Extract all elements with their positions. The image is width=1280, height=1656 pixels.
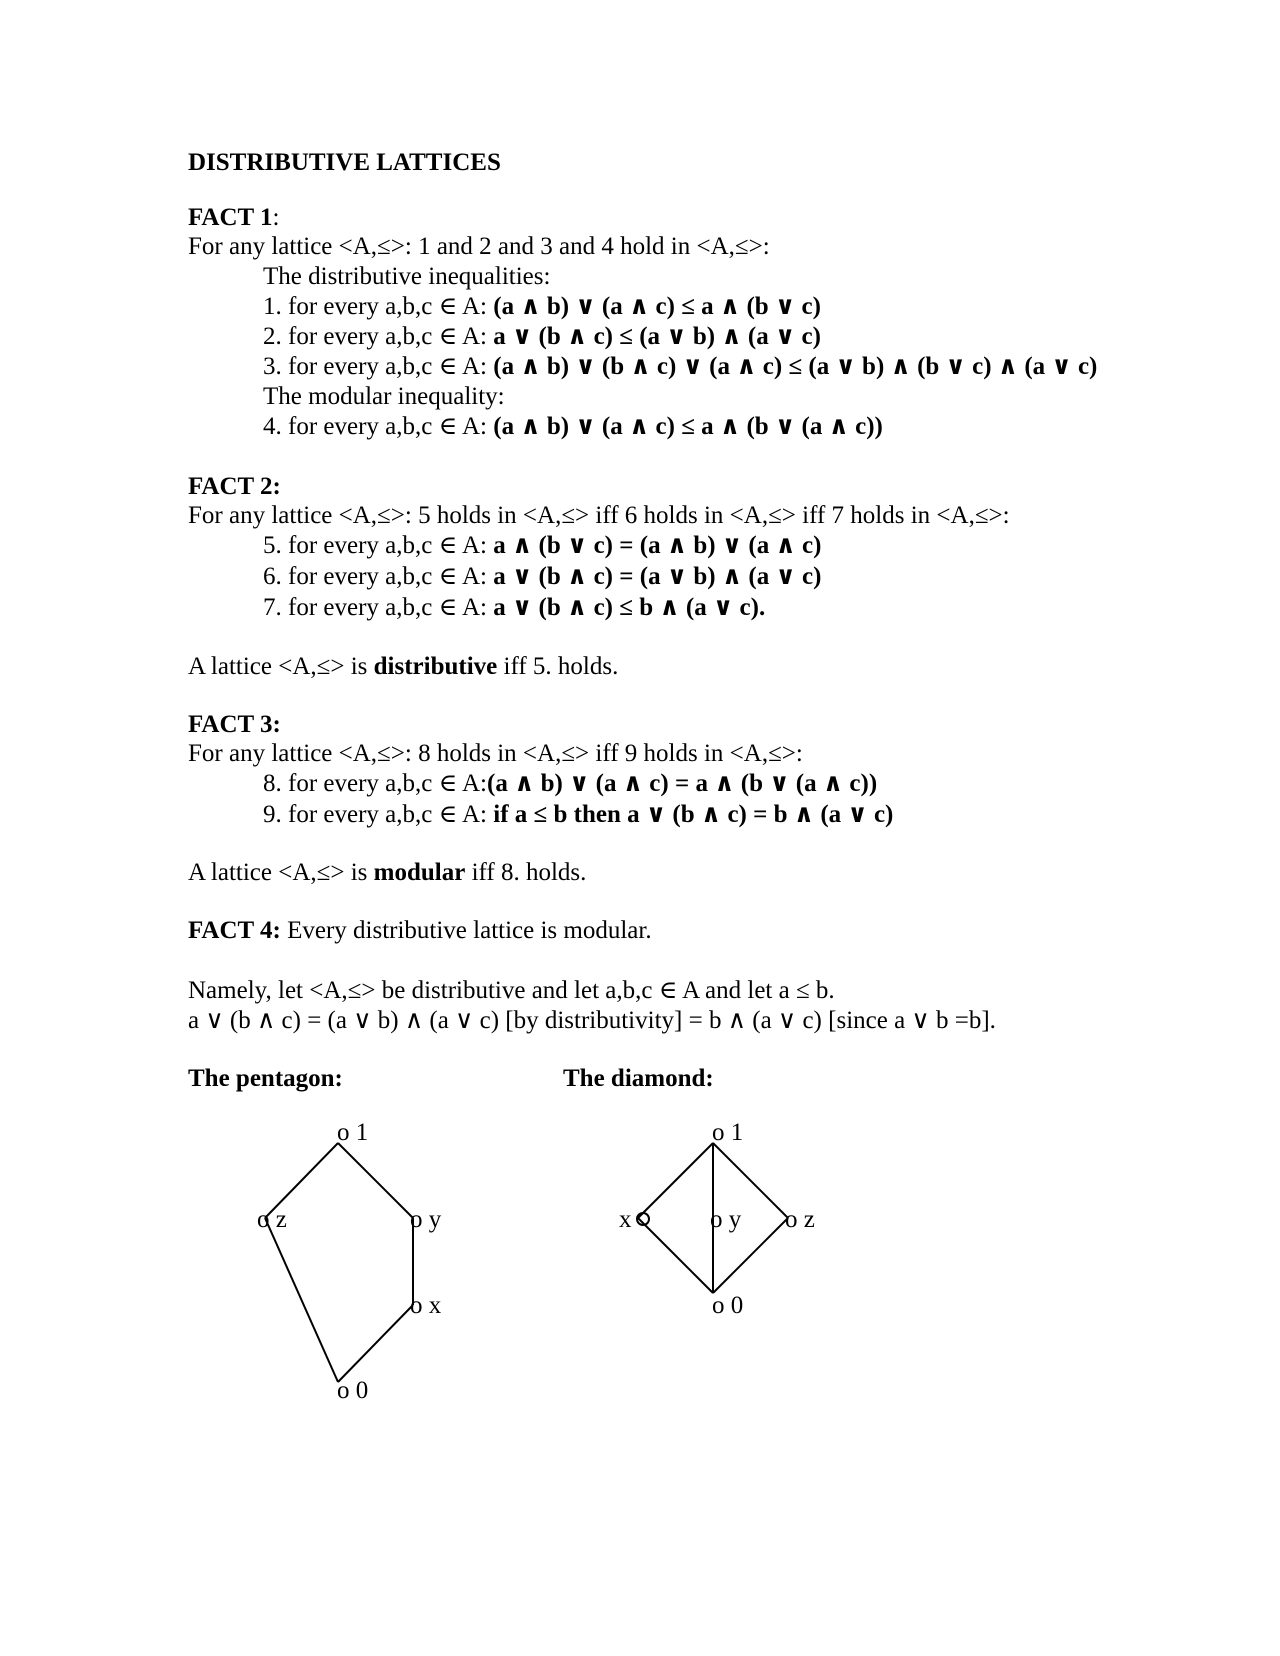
- diamond-label-0: o 0: [712, 1292, 744, 1319]
- def-text: A lattice <A,≤> is: [188, 653, 374, 680]
- diamond-label-y: o y: [710, 1206, 742, 1233]
- item-formula: (a ∧ b) ∨ (a ∧ c) = a ∧ (b ∨ (a ∧ c)): [487, 770, 878, 797]
- def-term: distributive: [373, 653, 498, 680]
- proof-line-2: a ∨ (b ∧ c) = (a ∨ b) ∧ (a ∨ c) [by distributivity] = b ∧ (a ∨ c) [since a ∨ b =b].: [188, 1007, 996, 1034]
- def-text: iff 8. holds.: [465, 859, 587, 886]
- item-formula: a ∨ (b ∧ c) ≤ b ∧ (a ∨ c).: [493, 594, 766, 621]
- fact2-intro: For any lattice <A,≤>: 5 holds in <A,≤> iff 6 holds in <A,≤> iff 7 holds in <A,≤>:: [188, 502, 1010, 529]
- def-text: A lattice <A,≤> is: [188, 859, 374, 886]
- diamond-label-1: o 1: [712, 1119, 744, 1146]
- item-prefix: 3. for every a,b,c ∈ A:: [263, 353, 494, 380]
- item-prefix: 8. for every a,b,c ∈ A:: [263, 770, 487, 797]
- pentagon-label-x: o x: [410, 1292, 442, 1319]
- item-formula: (a ∧ b) ∨ (a ∧ c) ≤ a ∧ (b ∨ (a ∧ c)): [493, 413, 883, 440]
- item-formula: a ∨ (b ∧ c) ≤ (a ∨ b) ∧ (a ∨ c): [493, 323, 821, 350]
- item-formula: a ∧ (b ∨ c) = (a ∧ b) ∨ (a ∧ c): [493, 532, 822, 559]
- page-title: DISTRIBUTIVE LATTICES: [188, 149, 501, 176]
- pentagon-diagram: [265, 1143, 413, 1382]
- pentagon-title: The pentagon:: [188, 1065, 343, 1092]
- item-formula: a ∨ (b ∧ c) = (a ∨ b) ∧ (a ∨ c): [493, 563, 822, 590]
- item-prefix: 7. for every a,b,c ∈ A:: [263, 594, 494, 621]
- fact1-mod-heading: The modular inequality:: [263, 383, 505, 410]
- diamond-edge-1-x: [638, 1143, 713, 1218]
- fact4-text: Every distributive lattice is modular.: [280, 917, 652, 944]
- diamond-edge-x-0: [638, 1218, 713, 1293]
- fact1-intro: For any lattice <A,≤>: 1 and 2 and 3 and 4 hold in <A,≤>:: [188, 233, 770, 260]
- item-prefix: 1. for every a,b,c ∈ A:: [263, 293, 494, 320]
- item-prefix: 2. for every a,b,c ∈ A:: [263, 323, 494, 350]
- fact4-heading: FACT 4:: [188, 917, 281, 944]
- pentagon-edge-z-0: [265, 1218, 338, 1382]
- fact3-heading: FACT 3:: [188, 711, 281, 738]
- def-text: iff 5. holds.: [497, 653, 619, 680]
- pentagon-label-z: [257, 1206, 287, 1233]
- fact2-heading: FACT 2:: [188, 473, 281, 500]
- proof-line-1: Namely, let <A,≤> be distributive and let a,b,c ∈ A and let a ≤ b.: [188, 977, 835, 1004]
- pentagon-node-z-label: z: [275, 1206, 287, 1233]
- item-formula: if a ≤ b then a ∨ (b ∧ c) = b ∧ (a ∨ c): [493, 801, 894, 828]
- fact1-heading: FACT 1: [188, 204, 273, 231]
- fact1-dist-heading: The distributive inequalities:: [263, 263, 551, 290]
- fact3-intro: For any lattice <A,≤>: 8 holds in <A,≤> iff 9 holds in <A,≤>:: [188, 740, 803, 767]
- pentagon-label-y: o y: [410, 1206, 442, 1233]
- diamond-label-z: o z: [785, 1206, 815, 1233]
- item-formula: (a ∧ b) ∨ (a ∧ c) ≤ a ∧ (b ∨ c): [493, 293, 821, 320]
- item-prefix: 6. for every a,b,c ∈ A:: [263, 563, 494, 590]
- pentagon-edge-1-y: [338, 1143, 413, 1218]
- def-term: modular: [373, 859, 466, 886]
- fact1-heading-colon: :: [272, 204, 280, 231]
- diamond-title: The diamond:: [563, 1065, 714, 1092]
- item-prefix: 9. for every a,b,c ∈ A:: [263, 801, 494, 828]
- pentagon-label-0: o 0: [337, 1377, 369, 1404]
- pentagon-edge-x-0: [338, 1305, 413, 1382]
- pentagon-node-z-marker: o: [257, 1206, 270, 1233]
- pentagon-label-1: o 1: [337, 1119, 369, 1146]
- diamond-label-x: x: [619, 1206, 632, 1233]
- item-formula: (a ∧ b) ∨ (b ∧ c) ∨ (a ∧ c) ≤ (a ∨ b) ∧ (b ∨ c) ∧ (a ∨ c): [493, 353, 1098, 380]
- item-prefix: 4. for every a,b,c ∈ A:: [263, 413, 494, 440]
- item-prefix: 5. for every a,b,c ∈ A:: [263, 532, 494, 559]
